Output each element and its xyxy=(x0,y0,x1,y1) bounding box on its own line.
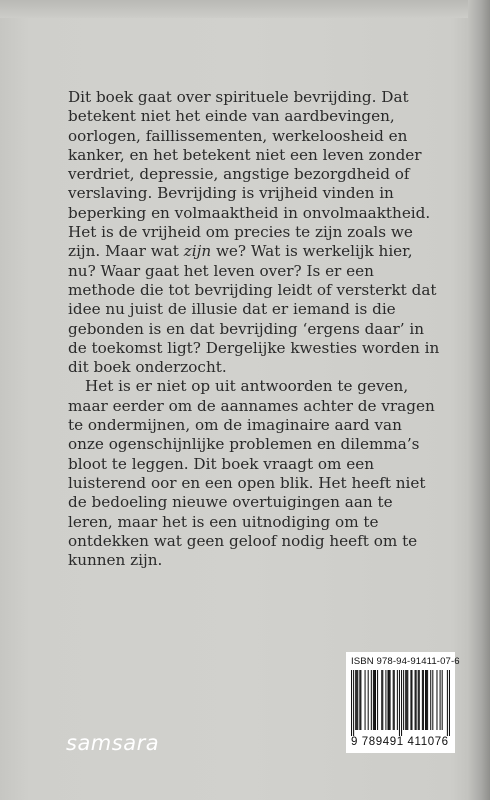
isbn-label: ISBN 978-94-91411-07-6 xyxy=(351,656,460,667)
barcode-bar xyxy=(403,670,404,730)
barcode-bar xyxy=(449,670,450,736)
barcode-digits: 9 789491 411076 xyxy=(351,736,449,748)
barcode-bar xyxy=(399,670,400,736)
blurb-paragraph-1 xyxy=(68,88,440,377)
barcode-bar xyxy=(418,670,419,730)
isbn-barcode-box xyxy=(346,652,460,753)
barcode-bar xyxy=(401,670,402,736)
barcode-bar xyxy=(385,670,386,730)
cover-top-band xyxy=(0,0,470,18)
barcode-bar xyxy=(368,670,369,730)
blurb-p1-start: Dit boek gaat over spirituele bevrijding. Dat betekent niet het einde van aardbevingen, oorlogen, faillissementen, werkeloosheid en kanker, en het betekent niet een leven zonder verdriet, depressie, angstige bezorgdheid of verslaving. Bevrijding is vrijheid vinden in beperking en volmaaktheid in onvolmaaktheid. Het is de vrijheid om precies te zijn zoals we zijn. Maar wat xyxy=(68,88,431,261)
barcode-bar xyxy=(359,670,360,730)
barcode-bar xyxy=(360,670,361,730)
barcode-bar xyxy=(357,670,358,730)
barcode-bar xyxy=(393,670,394,730)
barcode-bar xyxy=(410,670,411,730)
barcode-bar xyxy=(355,670,356,730)
barcode-bar xyxy=(381,670,382,730)
publisher-logo: samsara xyxy=(66,731,160,755)
barcode-bar xyxy=(406,670,407,730)
barcode-bar xyxy=(390,670,391,730)
barcode-bar xyxy=(419,670,420,730)
barcode-bar xyxy=(416,670,417,730)
barcode-bar xyxy=(422,670,423,730)
blurb-p1-end: we? Wat is werkelijk hier, nu? Waar gaat het leven over? Is er een methode die tot bevrijding leidt of versterkt dat idee nu juist de illusie dat er iemand is die gebonden is en dat bevrijding ‘ergens daar’ in de toekomst ligt? Dergelijke kwesties worden in dit boek onderzocht. xyxy=(68,242,440,377)
barcode-bar xyxy=(440,670,441,730)
barcode-bar xyxy=(423,670,424,730)
barcode-bar xyxy=(371,670,372,730)
barcode-bar xyxy=(377,670,378,730)
barcode-bar xyxy=(436,670,437,730)
barcode-bar xyxy=(430,670,431,730)
barcode-bar xyxy=(387,670,388,730)
barcode-bar xyxy=(425,670,426,730)
blurb-text xyxy=(68,88,440,570)
barcode-bar xyxy=(394,670,395,730)
spine-edge xyxy=(468,0,490,800)
barcode-bar xyxy=(432,670,433,730)
barcode-bar xyxy=(415,670,416,730)
barcode-bar xyxy=(427,670,428,730)
barcode-bar xyxy=(442,670,443,730)
blurb-p1-emphasis: zijn xyxy=(183,242,212,261)
barcode-bar xyxy=(373,670,374,730)
barcode-bar xyxy=(447,670,448,736)
barcode-bar xyxy=(374,670,375,730)
blurb-paragraph-2: Het is er niet op uit antwoorden te geven, maar eerder om de aannames achter de vragen te ondermijnen, om de imaginaire aard van onze ogenschijnlijke problemen en dilemma’s bloot te leggen. Dit boek vraagt om een luisterend oor en een open blik. Het heeft niet de bedoeling nieuwe overtuigingen aan te leren, maar het is een uitnodiging om te ontdekken wat geen geloof nodig heeft om te kunnen zijn. xyxy=(68,377,435,570)
barcode-bar xyxy=(426,670,427,730)
barcode-bar xyxy=(351,670,352,736)
barcode-bar xyxy=(397,670,398,730)
barcode-bar xyxy=(411,670,412,730)
barcode-bar xyxy=(356,670,357,730)
barcode-bar xyxy=(389,670,390,730)
barcode-bar xyxy=(353,670,354,736)
barcode-bar xyxy=(407,670,408,730)
barcode-bar xyxy=(405,670,406,730)
barcode-bar xyxy=(382,670,383,730)
barcode xyxy=(351,670,450,736)
barcode-bar xyxy=(365,670,366,730)
barcode-bar xyxy=(375,670,376,730)
